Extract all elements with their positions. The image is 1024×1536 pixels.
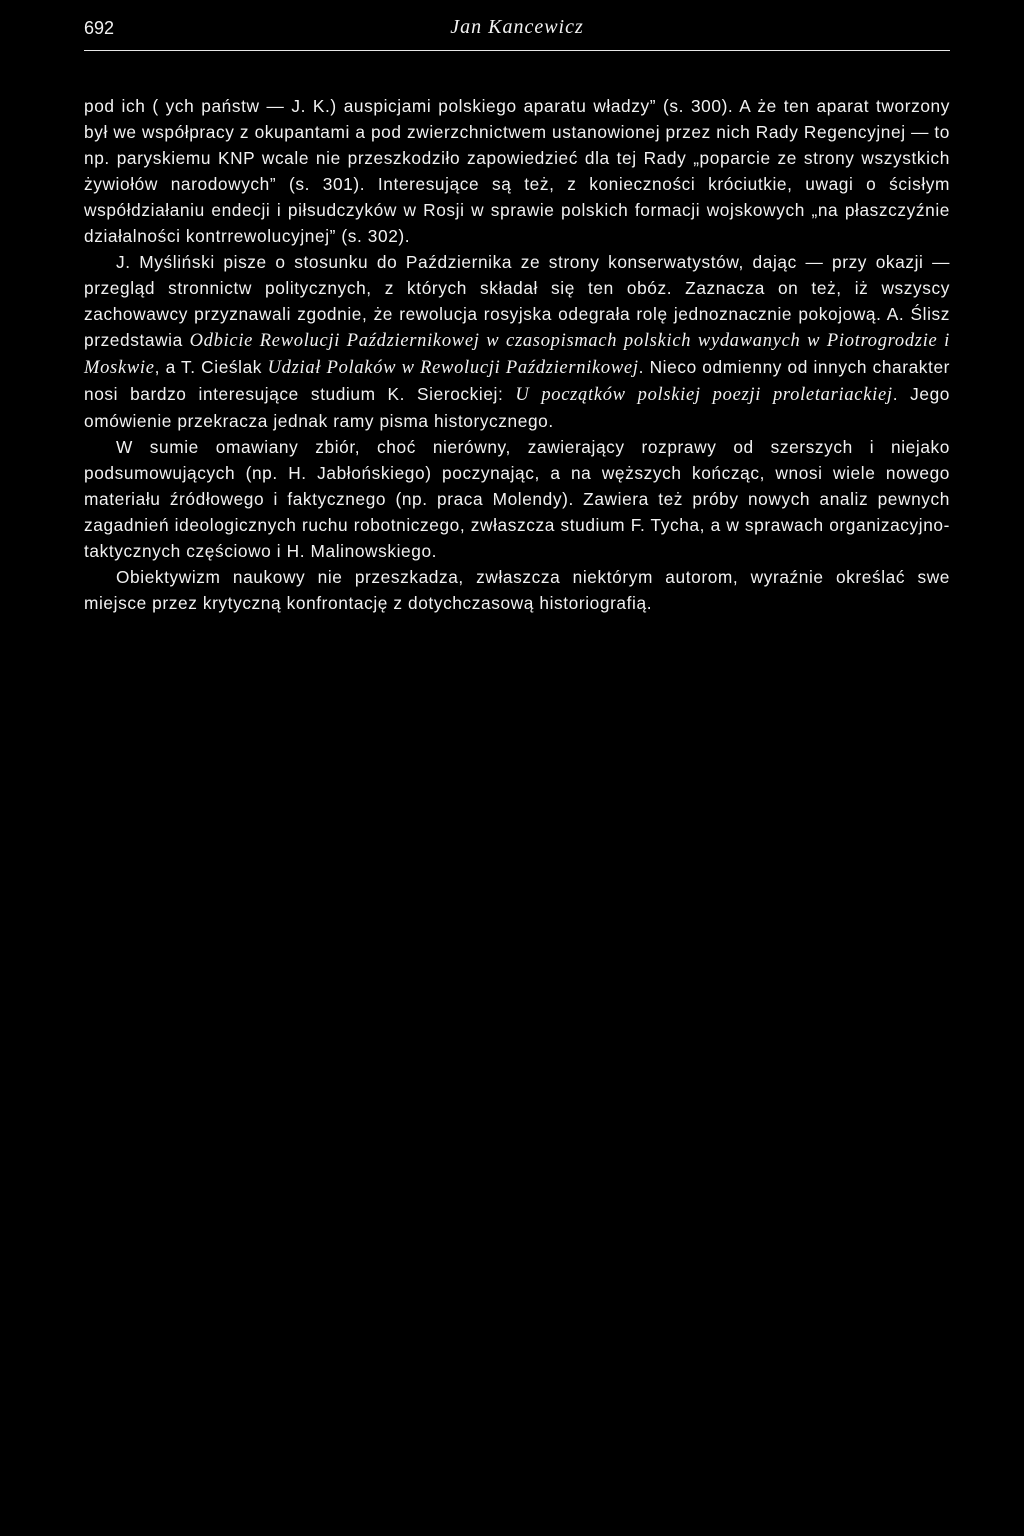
text-run: Obiektywizm naukowy nie przeszkadza, zwłaszcza niektórym autorom, wyraźnie określać swe miejsce przez krytyczną konfrontację z dotychczasową historiografią. [84,567,950,613]
text-run: . Jego omówienie przekracza jednak ramy pisma historycznego. [84,384,950,431]
italic-title: Odbicie Rewolucji Październikowej w czasopismach polskich wydawanych w Piotrogrodzie i Moskwie [84,331,950,378]
document-page [84,14,950,616]
text-run: . Nieco odmienny od innych charakter nosi bardzo interesujące studium K. Sierockiej: [84,357,951,404]
paragraph [84,93,950,249]
page-number: 692 [84,18,115,38]
page-header [84,14,950,51]
body-text [84,93,950,616]
italic-title: U początków polskiej poezji proletariackiej [515,385,893,405]
paragraph [84,434,950,564]
paragraph [84,249,950,434]
text-run: J. Myśliński pisze o stosunku do Października ze strony konserwatystów, dając — przy okazji — przegląd stronnictw politycznych, z których składał się ten obóz. Zaznacza on też, iż wszyscy zachowawcy przyznawali zgodnie, że rewolucja rosyjska odegrała rolę jednoznacznie pokojową. A. Ślisz przedstawia [84,252,950,350]
paragraph [84,564,950,616]
text-run: , a T. Cieślak [154,357,268,377]
text-run: pod ich ( ych państw — J. K.) auspicjami polskiego aparatu władzy” (s. 300). A że ten aparat tworzony był we współpracy z okupantami a pod zwierzchnictwem ustanowionej przez nich Rady Regencyjnej — to np. paryskiemu KNP wcale nie przeszkodziło zapowiedzieć dla tej Rady „poparcie ze strony wszystkich żywiołów narodowych” (s. 301). Interesujące są też, z konieczności króciutkie, uwagi o ścisłym współdziałaniu endecji i piłsudczyków w Rosji w sprawie polskich formacji wojskowych „na płaszczyźnie działalności kontrrewolucyjnej” (s. 302). [84,96,950,246]
text-run: W sumie omawiany zbiór, choć nierówny, zawierający rozprawy od szerszych i niejako podsumowujących (np. H. Jabłońskiego) poczynając, a na węższych kończąc, wnosi wiele nowego materiału źródłowego i faktycznego (np. praca Molendy). Zawiera też próby nowych analiz pewnych zagadnień ideologicznych ruchu robotniczego, zwłaszcza studium F. Tycha, a w sprawach organizacyjno-taktycznych częściowo i H. Malinowskiego. [84,437,950,561]
running-head: Jan Kancewicz [450,16,584,38]
italic-title: Udział Polaków w Rewolucji Październikowej [267,358,639,378]
